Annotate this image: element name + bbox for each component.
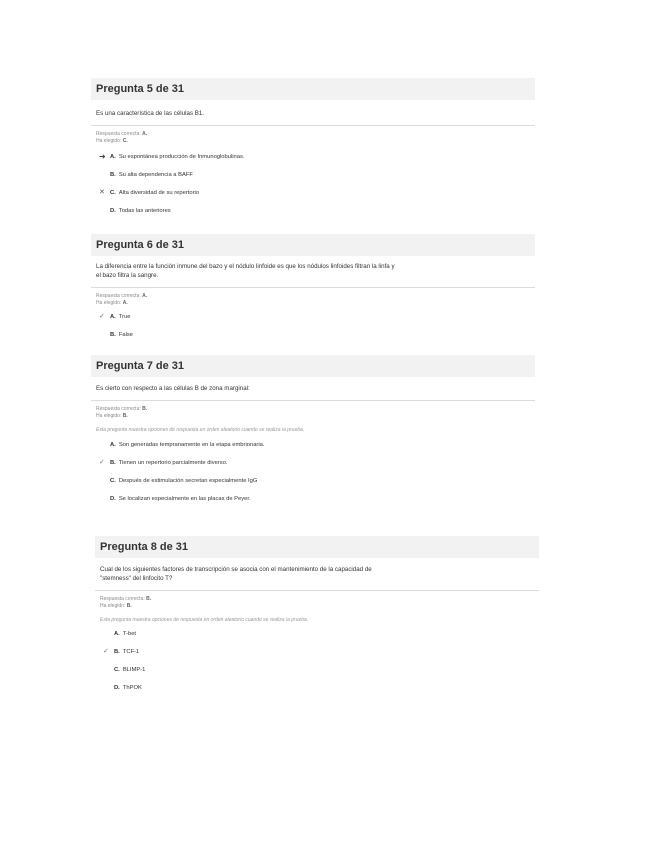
question-title: Pregunta 8 de 31	[95, 536, 539, 558]
answer-meta	[96, 406, 535, 420]
option-a: A. T-bet	[114, 631, 137, 637]
chosen-label: Ha elegido:	[96, 300, 122, 306]
divider	[95, 590, 539, 591]
question-title: Pregunta 6 de 31	[91, 234, 535, 256]
chosen-label: Ha elegido:	[96, 413, 122, 419]
check-icon: ✓	[103, 648, 109, 655]
option-b: ✓ B. Tienen un repertorio parcialmente diverso.	[99, 459, 228, 466]
correct-label: Respuesta correcta:	[96, 406, 141, 412]
answer-meta	[96, 293, 535, 307]
option-c: C. BLIMP-1	[114, 667, 146, 673]
option-b: ✓ B. TCF-1	[103, 648, 140, 655]
answer-meta	[100, 596, 539, 610]
divider	[91, 287, 535, 288]
chosen-label: Ha elegido:	[100, 603, 126, 609]
correct-label: Respuesta correcta:	[96, 131, 141, 137]
option-a: ➜ A. Su espontánea producción de Inmunoglobulinas.	[99, 152, 245, 161]
correct-label: Respuesta correcta:	[100, 596, 145, 602]
option-a: A. Son generadas tempranamente en la etapa embrionaria.	[110, 442, 265, 448]
question-text: La diferencia entre la función inmune del bazo y el nódulo linfoide es que los nódulos linfoides filtran la linfa y el bazo filtra la sangre.	[96, 263, 395, 279]
correct-answer: A.	[142, 131, 148, 137]
question-block	[91, 234, 535, 349]
question-text: Es cierto con respecto a las células B de zona marginal:	[96, 385, 250, 392]
chosen-answer: B.	[122, 413, 128, 419]
question-block	[91, 78, 535, 225]
answer-meta	[96, 131, 535, 145]
chosen-label: Ha elegido:	[96, 138, 122, 144]
check-icon: ✓	[99, 459, 105, 466]
option-c: C. Después de estimulación secretan especialmente IgG	[110, 478, 258, 484]
option-b: B. Su alta dependencia a BAFF	[110, 172, 193, 178]
random-order-note: Esta pregunta muestra opciones de respuesta en orden aleatorio cuando se realiza la prueba.	[100, 617, 309, 623]
option-a: ✓ A. True	[99, 313, 131, 320]
x-icon: ✕	[99, 189, 105, 196]
option-d: D. Se localizan especialmente en las placas de Peyer.	[110, 496, 251, 502]
correct-answer: A.	[142, 293, 148, 299]
check-icon: ✓	[99, 313, 105, 320]
question-block	[95, 536, 539, 702]
chosen-answer: C.	[122, 138, 128, 144]
option-d: D. ThPOK	[114, 685, 142, 691]
chosen-answer: B.	[126, 603, 132, 609]
question-text: Es una característica de las células B1.	[96, 110, 204, 117]
correct-answer: B.	[146, 596, 152, 602]
question-block	[91, 355, 535, 513]
option-b: B. False	[110, 332, 133, 338]
question-title: Pregunta 7 de 31	[91, 355, 535, 377]
question-text: Cual de los siguientes factores de transcripción se asocia con el mantenimiento de la capacidad de "stemness" del linfocito T?	[100, 566, 372, 582]
option-d: D. Todas las anteriores	[110, 208, 171, 214]
correct-answer: B.	[142, 406, 148, 412]
divider	[91, 400, 535, 401]
option-c: ✕ C. Alta diversidad de su repertorio	[99, 189, 200, 196]
arrow-right-icon: ➜	[99, 152, 106, 161]
question-title: Pregunta 5 de 31	[91, 78, 535, 100]
correct-label: Respuesta correcta:	[96, 293, 141, 299]
divider	[91, 125, 535, 126]
chosen-answer: A.	[122, 300, 128, 306]
random-order-note: Esta pregunta muestra opciones de respuesta en orden aleatorio cuando se realiza la prueba.	[96, 427, 305, 433]
